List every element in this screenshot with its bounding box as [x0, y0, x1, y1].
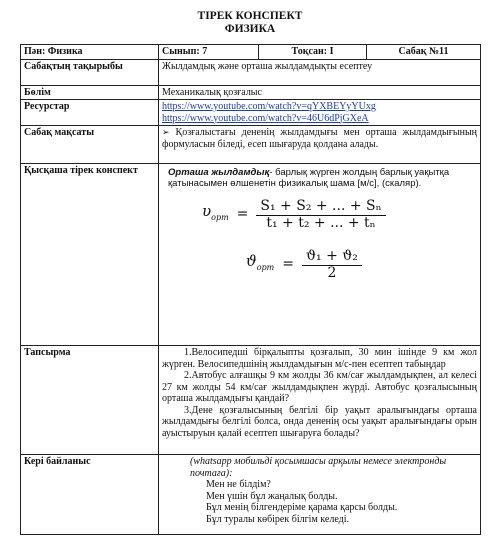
task-3: 3.Дене қозғалысының белгілі бір уақыт аралығындағы орташа жылдамдығы белгілі болса, онда дененің осы уақыт аралығындағы орын ауыстыруын қалай есептеп шығаруға болады?	[162, 404, 477, 439]
feedback-item-2: Мен үшін бұл жаңалық болды.	[206, 490, 338, 502]
youtube-link-1[interactable]: https://www.youtube.com/watch?v=qYXBEYyYUxg	[162, 101, 376, 112]
arrow-bullet-icon: ➢	[162, 127, 170, 137]
goals-value	[159, 126, 481, 164]
formula2-numerator: ϑ₁ + ϑ₂	[302, 251, 362, 266]
topic-row	[21, 59, 481, 85]
topic-label: Сабақтың тақырыбы	[21, 59, 159, 85]
feedback-item-4: Бұл туралы көбірек білгім келеді.	[206, 513, 350, 525]
task-2: 2.Автобус алғашқы 9 км жолды 36 км/сағ жылдамдықпен, ал келесі 27 км жолды 54 км/сағ жылдамдықпен жүрді. Автобус қозғалысының орташа жылдамдығы қандай?	[162, 370, 477, 404]
feedback-item-1: Мен не білдім?	[206, 479, 271, 490]
feedback-row	[21, 455, 481, 535]
header-row	[21, 45, 481, 60]
document-title	[0, 10, 500, 36]
task-label: Тапсырма	[21, 346, 159, 455]
formula1-lhs: $\upsilon_{орт}$	[202, 202, 229, 223]
summary-row	[21, 164, 481, 346]
formula2-fraction	[302, 248, 362, 281]
mean-velocity-formula	[246, 248, 362, 281]
formula1-fraction	[256, 198, 385, 231]
definition-text	[162, 165, 477, 189]
formula2-lhs: $ϑ_{орт}$	[246, 252, 275, 273]
summary-content	[159, 164, 481, 346]
definition-body: - барлық жүрген жолдың барлық уақытқа қатынасымен өлшенетін физикалық шама [м/с], (скаляр).	[168, 167, 450, 189]
feedback-note: (whatsapp мобильді қосымшасы арқылы немесе электронды почтаға):	[190, 456, 447, 479]
goals-row	[21, 126, 481, 164]
definition-term: Орташа жылдамдық	[168, 167, 270, 178]
topic-value: Жылдамдық және орташа жылдамдықты есептеу	[159, 59, 481, 85]
feedback-item-3: Бұл менің білгендеріме қарама қарсы болды.	[206, 502, 398, 513]
average-speed-formula	[202, 198, 386, 231]
lesson-table	[20, 44, 481, 535]
title-line-1: ТІРЕК КОНСПЕКТ	[197, 10, 303, 22]
feedback-content	[159, 455, 481, 535]
formula2-denominator: 2	[327, 264, 337, 281]
task-1: 1.Велосипедші бірқалыпты қозғалып, 30 мин ішінде 9 км жол жүрген. Велосипедшінің жылдамдығын м/с-пен есептеп табыңдар	[162, 347, 477, 370]
goals-label: Сабақ мақсаты	[21, 126, 159, 164]
feedback-label: Кері байланыс	[21, 455, 159, 535]
resources-row	[21, 100, 481, 126]
formula1-numerator: S₁ + S₂ + ... + Sₙ	[256, 201, 385, 216]
resources-links	[159, 100, 481, 126]
task-content	[159, 346, 481, 455]
title-line-2: ФИЗИКА	[224, 23, 276, 35]
formula-area	[162, 189, 477, 283]
resources-label: Ресурстар	[21, 100, 159, 126]
grade-cell: Сынып: 7	[159, 45, 259, 60]
section-row	[21, 85, 481, 100]
formula1-denominator: t₁ + t₂ + ... + tₙ	[266, 214, 376, 231]
lesson-number-cell: Сабақ №11	[367, 45, 481, 60]
task-row	[21, 346, 481, 455]
section-label: Бөлім	[21, 85, 159, 100]
youtube-link-2[interactable]: https://www.youtube.com/watch?v=46U6dPjGXeA	[162, 112, 369, 124]
summary-label: Қысқаша тірек конспект	[21, 164, 159, 346]
subject-cell: Пән: Физика	[21, 45, 159, 60]
formula2-equals: =	[282, 256, 294, 273]
section-value: Механикалық қозғалыс	[159, 85, 481, 100]
goals-text: Қозғалыстағы дененің жылдамдығы мен орташа жылдамдығының формуласын біледі, есеп шығаруда қолдана алады.	[162, 127, 478, 150]
term-cell: Тоқсан: I	[259, 45, 367, 60]
formula1-equals: =	[236, 206, 249, 223]
